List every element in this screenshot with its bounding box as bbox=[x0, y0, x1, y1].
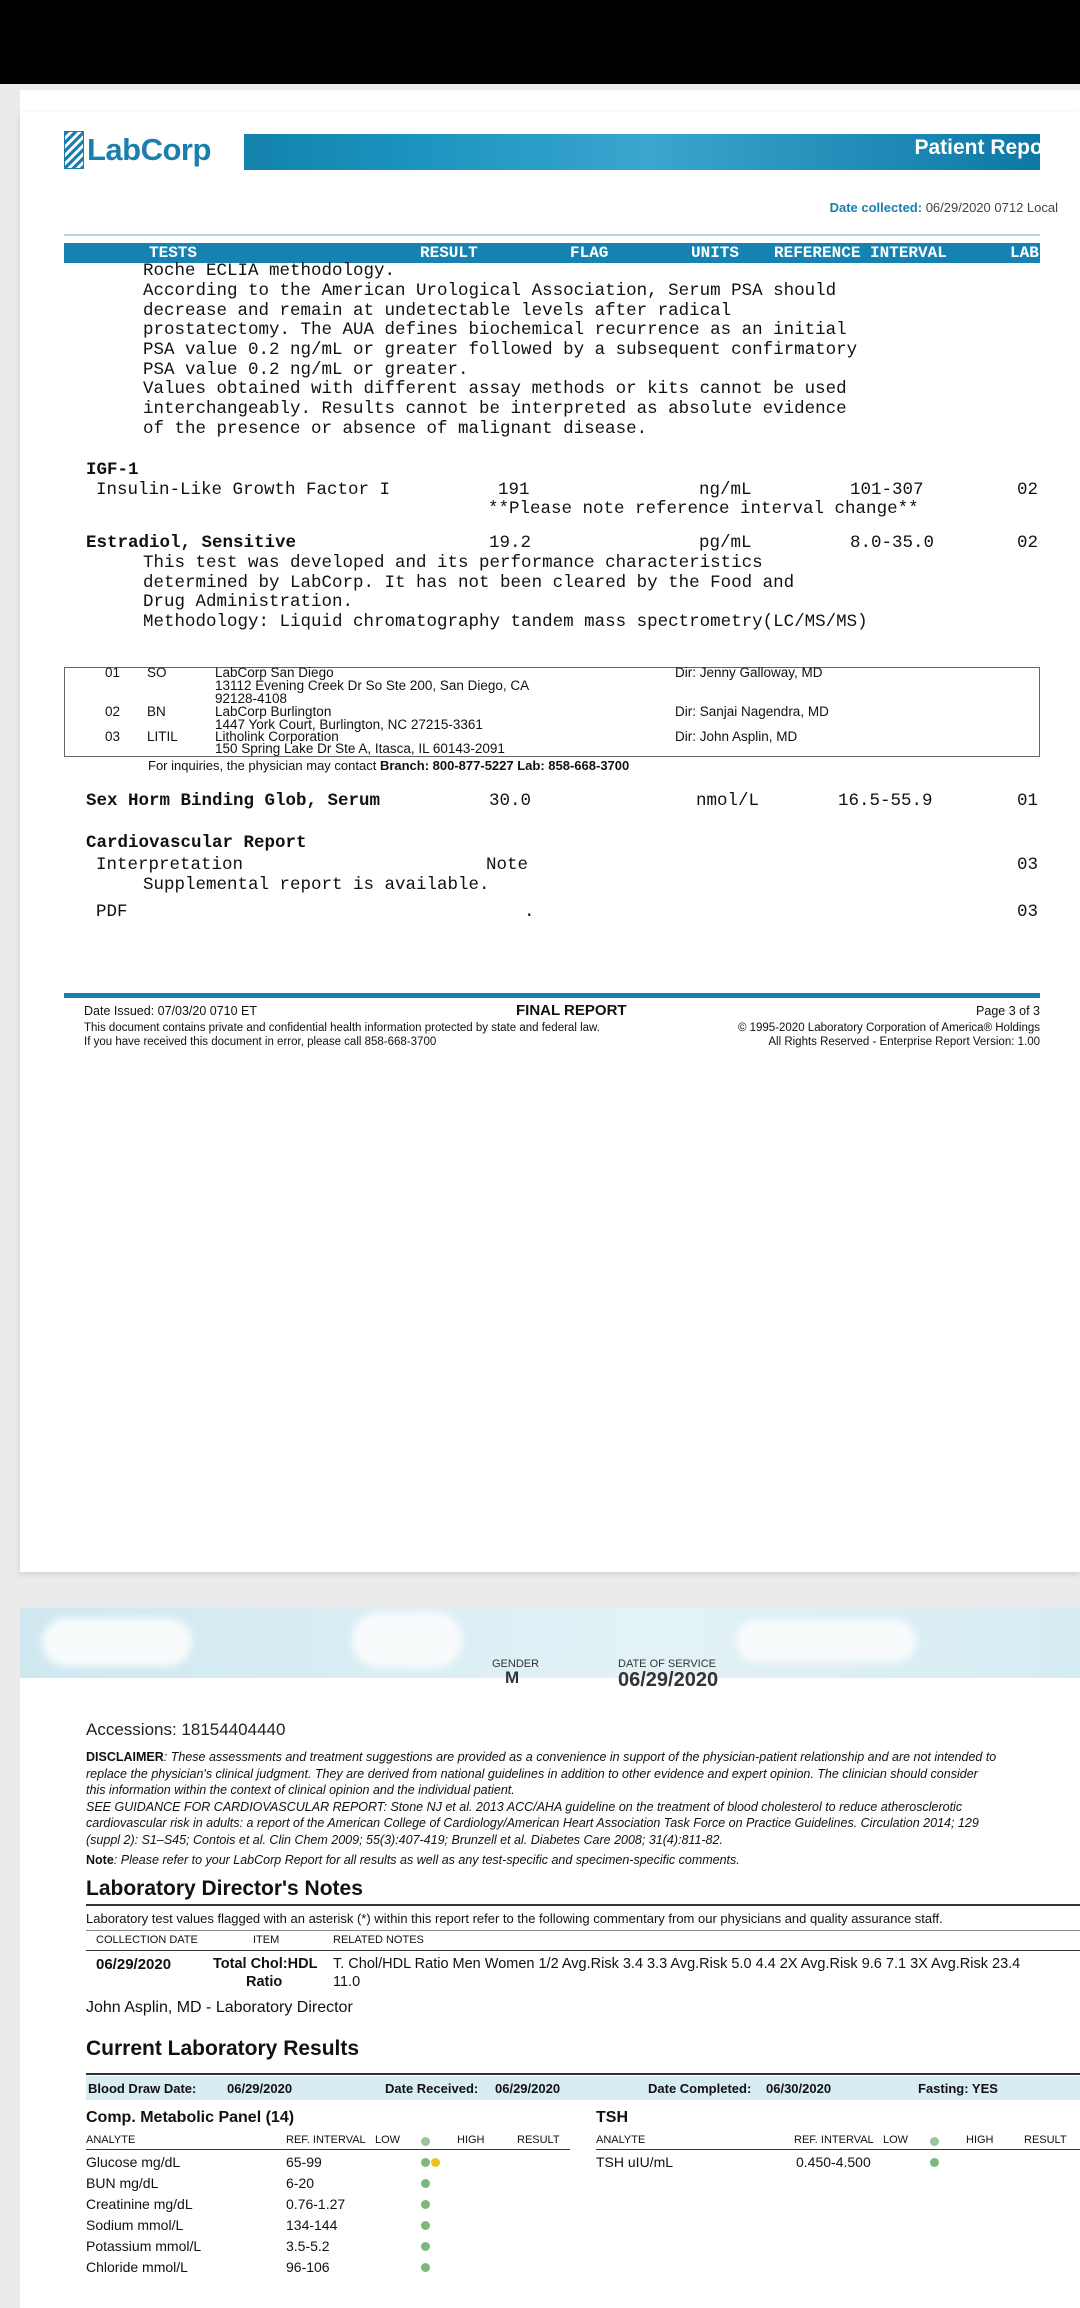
test-note: **Please note reference interval change** bbox=[488, 499, 919, 519]
note-item: Ratio bbox=[246, 1974, 283, 1990]
test-result: . bbox=[524, 902, 535, 922]
lab-abbr: LITIL bbox=[147, 729, 178, 744]
lab-code: 03 bbox=[105, 729, 121, 744]
test-units: pg/mL bbox=[699, 533, 752, 553]
test-result: 30.0 bbox=[489, 791, 532, 811]
divider bbox=[86, 2149, 570, 2150]
col-result: RESULT bbox=[1024, 2134, 1067, 2146]
note-item: Total Chol:HDL bbox=[213, 1956, 318, 1972]
col-units: UNITS bbox=[691, 244, 740, 262]
normal-dot-icon bbox=[930, 2158, 939, 2167]
note-line: of the presence or absence of malignant disease. bbox=[143, 419, 648, 439]
current-results-title: Current Laboratory Results bbox=[86, 2037, 360, 2060]
previous-page-edge bbox=[20, 90, 1080, 114]
test-units: nmol/L bbox=[696, 791, 760, 811]
test-result: Note bbox=[486, 855, 529, 875]
logo-text: LabCorp bbox=[87, 132, 211, 167]
disclaimer-line: cardiovascular risk in adults: a report of the American College of Cardiology/American Heart Association Task Force on Practice Guidelines. Circulation 2014; 129 bbox=[86, 1816, 979, 1830]
note-line: PSA value 0.2 ng/mL or greater followed by a subsequent confirmatory bbox=[143, 340, 858, 360]
lab-address: 150 Spring Lake Dr Ste A, Itasca, IL 60143-2091 bbox=[215, 741, 505, 756]
col-flag: FLAG bbox=[570, 244, 609, 262]
ref-interval: 0.76-1.27 bbox=[286, 2196, 346, 2212]
analyte: Chloride mmol/L bbox=[86, 2259, 188, 2275]
date-collected-label: Date collected: bbox=[829, 200, 923, 215]
high-dot-icon bbox=[431, 2158, 440, 2167]
col-ref: REF. INTERVAL bbox=[794, 2134, 874, 2146]
page-number: Page 3 of 3 bbox=[976, 1004, 1040, 1018]
dos-label: DATE OF SERVICE bbox=[618, 1658, 717, 1670]
pdf-link[interactable]: PDF bbox=[96, 902, 128, 922]
section-igf: IGF-1 bbox=[86, 460, 139, 480]
lab-director: John Asplin, MD - Laboratory Director bbox=[86, 1999, 353, 2016]
divider bbox=[86, 1930, 1080, 1931]
disclaimer-line: this information within the context of clinical opinion and the individual patient. bbox=[86, 1783, 515, 1797]
col-reference: REFERENCE INTERVAL bbox=[774, 244, 947, 262]
cmp-title: Comp. Metabolic Panel (14) bbox=[86, 2109, 295, 2126]
director-notes-title: Laboratory Director's Notes bbox=[86, 1877, 363, 1900]
note-line: Drug Administration. bbox=[143, 592, 354, 612]
test-ref: 8.0-35.0 bbox=[850, 533, 935, 553]
completed-date: 06/30/2020 bbox=[766, 2081, 832, 2096]
gender-value: M bbox=[505, 1668, 520, 1687]
normal-dot-icon bbox=[930, 2137, 939, 2146]
note-text: T. Chol/HDL Ratio Men Women 1/2 Avg.Risk 3.4 3.3 Avg.Risk 5.0 4.4 2X Avg.Risk 9.6 7.1 3X Avg.Risk 23.4 bbox=[333, 1956, 1021, 1972]
ref-interval: 0.450-4.500 bbox=[796, 2154, 871, 2170]
note-line: According to the American Urological Association, Serum PSA should bbox=[143, 281, 837, 301]
note-label: Note bbox=[86, 1853, 114, 1867]
lab-code: 01 bbox=[105, 665, 121, 680]
note-line: interchangeably. Results cannot be interpreted as absolute evidence bbox=[143, 399, 847, 419]
lab-director: Dir: John Asplin, MD bbox=[675, 729, 798, 744]
inquiry-line bbox=[148, 758, 629, 773]
test-result: 19.2 bbox=[489, 533, 532, 553]
note-line: Values obtained with different assay methods or kits cannot be used bbox=[143, 379, 847, 399]
blood-draw-date: 06/29/2020 bbox=[227, 2081, 293, 2096]
normal-dot-icon bbox=[421, 2179, 430, 2188]
note-line: Supplemental report is available. bbox=[143, 875, 490, 895]
lab-name: Litholink Corporation bbox=[215, 729, 339, 744]
redacted-name bbox=[42, 1618, 192, 1666]
test-lab: 02 bbox=[1017, 533, 1039, 553]
test-ref: 16.5-55.9 bbox=[838, 791, 933, 811]
col-related-notes: RELATED NOTES bbox=[333, 1934, 424, 1946]
col-tests: TESTS bbox=[149, 244, 198, 262]
date-issued: Date Issued: 07/03/20 0710 ET bbox=[84, 1004, 258, 1018]
ref-interval: 6-20 bbox=[286, 2175, 315, 2191]
divider bbox=[86, 1904, 1080, 1906]
fasting: Fasting: YES bbox=[918, 2081, 998, 2096]
lab-director: Dir: Jenny Galloway, MD bbox=[675, 665, 823, 680]
test-lab: 01 bbox=[1017, 791, 1039, 811]
ref-interval: 134-144 bbox=[286, 2217, 338, 2233]
disclaimer bbox=[86, 1749, 1080, 1848]
tsh-title: TSH bbox=[596, 2109, 628, 2126]
normal-dot-icon bbox=[421, 2200, 430, 2209]
note bbox=[86, 1853, 740, 1867]
note-line: This test was developed and its performance characteristics bbox=[143, 553, 763, 573]
col-lab: LAB bbox=[1010, 244, 1039, 262]
lab-director: Dir: Sanjai Nagendra, MD bbox=[675, 704, 829, 719]
analyte: Potassium mmol/L bbox=[86, 2238, 202, 2254]
col-analyte: ANALYTE bbox=[596, 2134, 646, 2146]
confidential-notice: If you have received this document in error, please call 858-668-3700 bbox=[84, 1036, 437, 1048]
lab-name: LabCorp San Diego bbox=[215, 665, 334, 680]
lab-name: LabCorp Burlington bbox=[215, 704, 332, 719]
note-line: prostatectomy. The AUA defines biochemical recurrence as an initial bbox=[143, 320, 847, 340]
test-name: Interpretation bbox=[96, 855, 244, 875]
note-line: Methodology: Liquid chromatography tandem mass spectrometry(LC/MS/MS) bbox=[143, 612, 868, 632]
performing-labs-table bbox=[64, 667, 1040, 757]
note-line: Roche ECLIA methodology. bbox=[143, 261, 396, 281]
normal-dot-icon bbox=[421, 2137, 430, 2146]
date-collected-value: 06/29/2020 0712 Local bbox=[925, 200, 1058, 215]
received-label: Date Received: bbox=[385, 2081, 479, 2096]
disclaimer-line: : These assessments and treatment suggestions are provided as a convenience in support of the physician-patient relationship and are not intended to bbox=[163, 1750, 997, 1764]
analyte: Glucose mg/dL bbox=[86, 2154, 181, 2170]
inquiry-text: For inquiries, the physician may contact bbox=[148, 758, 380, 773]
director-notes-text: Laboratory test values flagged with an asterisk (*) within this report refer to the following commentary from our physicians and quality assurance staff. bbox=[86, 1911, 943, 1926]
lab-address: 92128-4108 bbox=[215, 691, 288, 706]
normal-dot-icon bbox=[421, 2263, 430, 2272]
gender-label: GENDER bbox=[492, 1658, 540, 1670]
col-result: RESULT bbox=[420, 244, 478, 262]
test-lab: 03 bbox=[1017, 902, 1039, 922]
col-high: HIGH bbox=[457, 2134, 485, 2146]
disclaimer-label: DISCLAIMER bbox=[86, 1750, 164, 1764]
test-lab: 03 bbox=[1017, 855, 1039, 875]
disclaimer-line: (suppl 2): S1–S45; Contois et al. Clin Chem 2009; 55(3):407-419; Brunzell et al. Diabetes Care 2008; 31(4):811-82. bbox=[86, 1832, 723, 1847]
redacted-id bbox=[736, 1620, 916, 1662]
divider bbox=[596, 2149, 1080, 2150]
col-ref: REF. INTERVAL bbox=[286, 2134, 366, 2146]
divider bbox=[86, 2073, 1080, 2075]
divider bbox=[86, 1950, 1080, 1951]
lab-address: 13112 Evening Creek Dr So Ste 200, San Diego, CA bbox=[215, 678, 530, 693]
note-text: : Please refer to your LabCorp Report for all results as well as any test-specific and specimen-specific comments. bbox=[113, 1853, 740, 1867]
test-lab: 02 bbox=[1017, 480, 1039, 500]
redacted-dob bbox=[352, 1612, 462, 1668]
lab-abbr: BN bbox=[147, 704, 166, 719]
ref-interval: 96-106 bbox=[286, 2259, 330, 2275]
divider bbox=[64, 234, 1040, 236]
normal-dot-icon bbox=[421, 2158, 430, 2167]
note-line: PSA value 0.2 ng/mL or greater. bbox=[143, 360, 469, 380]
received-date: 06/29/2020 bbox=[495, 2081, 561, 2096]
lab-address: 1447 York Court, Burlington, NC 27215-3361 bbox=[215, 717, 483, 732]
col-collection-date: COLLECTION DATE bbox=[96, 1934, 198, 1946]
note-date: 06/29/2020 bbox=[96, 1956, 172, 1973]
disclaimer-line: replace the physician's clinical judgment. They are derived from national guidelines in addition to other evidence and expert opinion. The clinician should consider bbox=[86, 1766, 978, 1781]
col-result: RESULT bbox=[517, 2134, 560, 2146]
test-ref: 101-307 bbox=[850, 480, 924, 500]
col-item: ITEM bbox=[253, 1934, 280, 1946]
disclaimer-line: SEE GUIDANCE FOR CARDIOVASCULAR REPORT: Stone NJ et al. 2013 ACC/AHA guideline on the treatment of blood cholesterol to reduce atherosclerotic bbox=[86, 1799, 963, 1814]
lab-code: 02 bbox=[105, 704, 121, 719]
analyte: Sodium mmol/L bbox=[86, 2217, 184, 2233]
final-report-label: FINAL REPORT bbox=[516, 1002, 627, 1019]
normal-dot-icon bbox=[421, 2242, 430, 2251]
col-high: HIGH bbox=[966, 2134, 994, 2146]
col-low: LOW bbox=[375, 2134, 401, 2146]
test-name: Insulin-Like Growth Factor I bbox=[96, 480, 391, 500]
analyte: Creatinine mg/dL bbox=[86, 2196, 193, 2212]
note-line: determined by LabCorp. It has not been cleared by the Food and bbox=[143, 573, 795, 593]
accessions: Accessions: 18154404440 bbox=[86, 1720, 286, 1739]
section-cardio: Cardiovascular Report bbox=[86, 833, 307, 853]
copyright: © 1995-2020 Laboratory Corporation of America® Holdings bbox=[737, 1022, 1040, 1034]
test-units: ng/mL bbox=[699, 480, 752, 500]
status-bar bbox=[0, 0, 1080, 84]
lab-abbr: SO bbox=[147, 665, 167, 680]
test-name: Estradiol, Sensitive bbox=[86, 533, 297, 553]
labcorp-logo-icon bbox=[64, 131, 84, 169]
note-line: decrease and remain at undetectable levels after radical bbox=[143, 301, 732, 321]
col-low: LOW bbox=[883, 2134, 909, 2146]
normal-dot-icon bbox=[421, 2221, 430, 2230]
dos-value: 06/29/2020 bbox=[618, 1669, 719, 1691]
column-header bbox=[64, 243, 1040, 263]
inquiry-phones: Branch: 800-877-5227 Lab: 858-668-3700 bbox=[379, 758, 630, 773]
confidential-notice: This document contains private and confidential health information protected by state and federal law. bbox=[84, 1022, 600, 1034]
test-name: Sex Horm Binding Glob, Serum bbox=[86, 791, 381, 811]
test-result: 191 bbox=[498, 480, 530, 500]
date-collected bbox=[830, 200, 1058, 215]
ref-interval: 65-99 bbox=[286, 2154, 322, 2170]
analyte: TSH uIU/mL bbox=[596, 2154, 674, 2170]
ref-interval: 3.5-5.2 bbox=[286, 2238, 330, 2254]
completed-label: Date Completed: bbox=[648, 2081, 752, 2096]
analyte: BUN mg/dL bbox=[86, 2175, 159, 2191]
report-title: Patient Report bbox=[914, 136, 1058, 159]
note-text: 11.0 bbox=[333, 1974, 361, 1990]
col-analyte: ANALYTE bbox=[86, 2134, 136, 2146]
footer-band bbox=[64, 993, 1040, 998]
report-version: All Rights Reserved - Enterprise Report Version: 1.00 bbox=[768, 1036, 1040, 1048]
blood-draw-label: Blood Draw Date: bbox=[88, 2081, 197, 2096]
labcorp-logo bbox=[64, 128, 244, 172]
